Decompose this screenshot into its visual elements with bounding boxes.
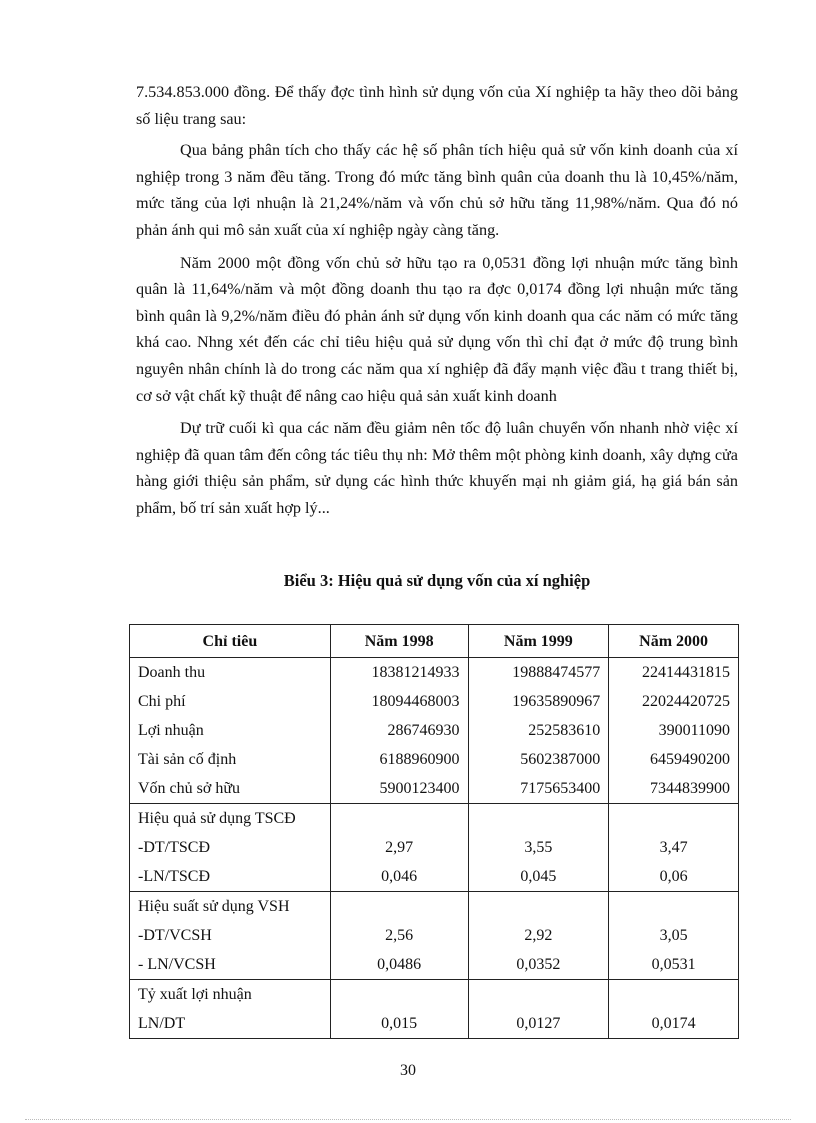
- cell: 286746930: [330, 716, 468, 745]
- cell: 0,0531: [609, 950, 739, 980]
- table-row: [130, 1009, 739, 1039]
- row-label: Tỷ xuất lợi nhuận: [130, 980, 331, 1010]
- cell: [468, 892, 609, 922]
- page-number: 30: [400, 1062, 416, 1079]
- cell: 5900123400: [330, 774, 468, 804]
- table-row: [130, 658, 739, 688]
- cell: [609, 892, 739, 922]
- cell: 0,0127: [468, 1009, 609, 1039]
- cell: 252583610: [468, 716, 609, 745]
- table-header-row: [130, 625, 739, 658]
- table-row: [130, 687, 739, 716]
- cell: 0,0352: [468, 950, 609, 980]
- row-label: Tài sản cố định: [130, 745, 331, 774]
- body-text: [136, 79, 738, 528]
- cell: 22414431815: [609, 658, 739, 688]
- cell: 0,0174: [609, 1009, 739, 1039]
- cell: 18381214933: [330, 658, 468, 688]
- cell: [330, 980, 468, 1010]
- cell: 3,05: [609, 921, 739, 950]
- cell: [468, 804, 609, 834]
- table-row: [130, 921, 739, 950]
- cell: 3,55: [468, 833, 609, 862]
- table-row: [130, 980, 739, 1010]
- header-indicator: Chỉ tiêu: [130, 625, 331, 658]
- table-row: [130, 950, 739, 980]
- cell: 5602387000: [468, 745, 609, 774]
- row-label: Vốn chủ sở hữu: [130, 774, 331, 804]
- cell: [330, 804, 468, 834]
- paragraph-4: Dự trữ cuối kì qua các năm đều giảm nên tốc độ luân chuyển vốn nhanh nhờ việc xí nghiệp đã quan tâm đến công tác tiêu thụ nh: Mở thêm một phòng kinh doanh, xây dựng cửa hàng giới thiệu sản phẩm, sử dụng các hình thức khuyến mại nh giảm giá, hạ giá bán sản phẩm, bố trí sản xuất hợp lý...: [136, 419, 738, 517]
- efficiency-table: [129, 624, 739, 1039]
- row-label: Chi phí: [130, 687, 331, 716]
- table-row: [130, 862, 739, 892]
- paragraph-3: Năm 2000 một đồng vốn chủ sở hữu tạo ra 0,0531 đồng lợi nhuận mức tăng bình quân là 11,64%/năm và một đồng doanh thu tạo ra đợc 0,0174 đồng lợi nhuận mức tăng bình quân là 9,2%/năm điều đó phản ánh sử dụng vốn kinh doanh qua các năm có mức tăng khá cao. Nhng xét đến các chỉ tiêu hiệu quả sử dụng vốn thì chỉ đạt ở mức độ trung bình nguyên nhân chính là do trong các năm qua xí nghiệp đã đẩy mạnh việc đầu t trang thiết bị, cơ sở vật chất kỹ thuật để nâng cao hiệu quả sản xuất kinh doanh: [136, 253, 738, 405]
- cell: 22024420725: [609, 687, 739, 716]
- table-row: [130, 892, 739, 922]
- cell: 18094468003: [330, 687, 468, 716]
- cell: 2,92: [468, 921, 609, 950]
- header-2000: Năm 2000: [609, 625, 739, 658]
- table-row: [130, 716, 739, 745]
- row-label: -DT/VCSH: [130, 921, 331, 950]
- cell: 2,56: [330, 921, 468, 950]
- cell: [609, 980, 739, 1010]
- row-label: - LN/VCSH: [130, 950, 331, 980]
- cell: 6459490200: [609, 745, 739, 774]
- footer-divider: [25, 1119, 791, 1120]
- cell: 6188960900: [330, 745, 468, 774]
- cell: 19635890967: [468, 687, 609, 716]
- cell: 0,045: [468, 862, 609, 892]
- row-label: -DT/TSCĐ: [130, 833, 331, 862]
- header-1999: Năm 1999: [468, 625, 609, 658]
- cell: 0,046: [330, 862, 468, 892]
- cell: [468, 980, 609, 1010]
- paragraph-2: Qua bảng phân tích cho thấy các hệ số phân tích hiệu quả sử vốn kinh doanh của xí nghiệp trong 3 năm đều tăng. Trong đó mức tăng bình quân của doanh thu là 10,45%/năm, mức tăng của lợi nhuận là 21,24%/năm và vốn chủ sở hữu tăng 11,98%/năm. Qua đó nó phản ánh qui mô sản xuất của xí nghiệp ngày càng tăng.: [136, 141, 738, 239]
- table-row: [130, 745, 739, 774]
- cell: [609, 804, 739, 834]
- header-1998: Năm 1998: [330, 625, 468, 658]
- cell: 2,97: [330, 833, 468, 862]
- row-label: LN/DT: [130, 1009, 331, 1039]
- cell: 0,0486: [330, 950, 468, 980]
- row-label: Doanh thu: [130, 658, 331, 688]
- cell: [330, 892, 468, 922]
- table-row: [130, 833, 739, 862]
- row-label: -LN/TSCĐ: [130, 862, 331, 892]
- cell: 0,06: [609, 862, 739, 892]
- table-caption: Biểu 3: Hiệu quả sử dụng vốn của xí nghiệp: [283, 571, 591, 590]
- cell: 7344839900: [609, 774, 739, 804]
- table-row: [130, 804, 739, 834]
- cell: 19888474577: [468, 658, 609, 688]
- row-label: Hiệu quả sử dụng TSCĐ: [130, 804, 331, 834]
- paragraph-1: 7.534.853.000 đồng. Để thấy đợc tình hình sử dụng vốn của Xí nghiệp ta hãy theo dõi bảng số liệu trang sau:: [136, 83, 738, 128]
- cell: 390011090: [609, 716, 739, 745]
- row-label: Hiệu suất sử dụng VSH: [130, 892, 331, 922]
- table-row: [130, 774, 739, 804]
- cell: 0,015: [330, 1009, 468, 1039]
- row-label: Lợi nhuận: [130, 716, 331, 745]
- cell: 7175653400: [468, 774, 609, 804]
- cell: 3,47: [609, 833, 739, 862]
